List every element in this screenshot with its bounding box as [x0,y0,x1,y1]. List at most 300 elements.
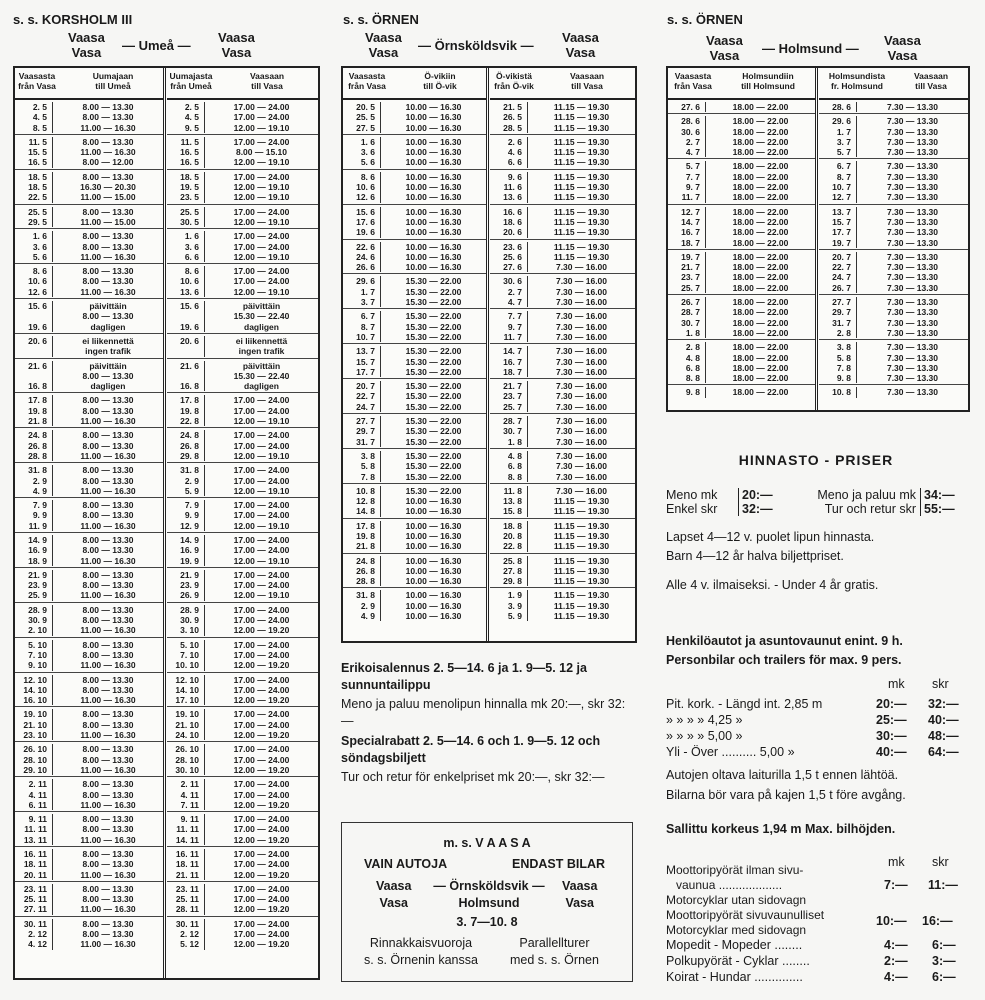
timetable-group [15,498,163,533]
departure-date: 20. 8 [490,531,528,541]
timetable-row [167,765,318,775]
departure-date: 30. 9 [167,615,205,625]
timetable-group [15,100,163,135]
departure-date: 21. 11 [167,870,205,880]
timetable-row [490,472,635,482]
departure-time: 17.00 — 24.00 [233,883,290,894]
timetable-row [343,391,486,401]
timetable-row [343,297,486,307]
moto-no-sidecar [666,863,806,908]
timetable-row [167,192,318,202]
departure-date: 7. 9 [167,500,205,510]
departure-date: 19. 10 [15,709,53,719]
car-price-row [666,745,976,761]
timetable-row [490,367,635,377]
timetable-row [167,416,318,426]
departure-time: 17.00 — 24.00 [233,719,290,730]
timetable-group [167,742,318,777]
timetable-row [167,371,318,381]
departure-date: 24. 8 [15,430,53,440]
timetable-group [167,638,318,673]
timetable-group [167,100,318,135]
timetable-row [819,137,968,147]
departure-time: 17.00 — 24.00 [233,744,290,755]
special-title-sv: Specialrabatt 2. 5—14. 6 och 1. 9—5. 12 och söndagsbiljett [341,734,601,765]
departure-date: 14. 7 [668,217,706,227]
timetable-group [167,359,318,394]
departure-date: 19. 8 [15,406,53,416]
departure-time: 17.00 — 24.00 [233,206,290,217]
departure-time: 18.00 — 22.00 [732,237,789,248]
parallel-fi-1: Rinnakkaisvuoroja [369,936,473,950]
departure-date: 5. 6 [343,157,381,167]
departure-time: 18.00 — 22.00 [732,342,789,353]
cars-only-sv: ENDAST BILAR [512,857,606,871]
departure-time: 18.00 — 22.00 [732,147,789,158]
departure-time: 8.00 — 13.30 [82,894,134,905]
departure-date: 1. 6 [343,137,381,147]
departure-time: 8.00 — 13.30 [82,534,134,545]
route-right-a: Vaasa [562,30,599,45]
departure-date: 22. 7 [343,391,381,401]
departure-time: 18.00 — 22.00 [732,161,789,172]
timetable-group [15,707,163,742]
departure-time: 8.00 — 13.30 [82,465,134,476]
departure-time: 18.00 — 22.00 [732,126,789,137]
timetable-row [167,675,318,685]
departure-time: 7.30 — 13.30 [886,297,939,308]
departure-time: 7.30 — 13.30 [886,147,939,158]
timetable-row [668,307,815,317]
timetable-row [15,322,163,332]
departure-time: 17.00 — 24.00 [233,674,290,685]
departure-time: 11.15 — 19.30 [553,192,610,203]
timetable-row [668,147,815,157]
timetable-row [15,500,163,510]
departure-time: 8.00 — 13.30 [82,754,134,765]
timetable-row [15,441,163,451]
timetable-row [167,556,318,566]
departure-date: 12. 6 [15,287,53,297]
departure-time: 11.00 — 16.30 [80,450,136,461]
departure-time: dagligen [90,381,126,392]
departure-date: 2. 10 [15,625,53,635]
timetable-row [15,814,163,824]
departure-time: 11.15 — 19.30 [553,206,610,217]
timetable-row [167,849,318,859]
departure-time: päivittäin [242,301,281,312]
departure-time: 18.00 — 22.00 [732,373,789,384]
timetable-row [15,870,163,880]
timetable-row [490,262,635,272]
ornen-holmsund-departures-vasa [668,68,818,410]
timetable-group [15,170,163,205]
departure-time: 7.30 — 16.00 [555,471,608,482]
timetable-row [343,287,486,297]
timetable-row [15,172,163,182]
departure-date: 9. 6 [490,172,528,182]
departure-date: 5. 8 [343,461,381,471]
max-height: Sallittu korkeus 1,94 m Max. bilhöjden. [666,822,896,836]
timetable-row [15,102,163,112]
timetable-row [15,361,163,371]
departure-date: 28. 11 [167,904,205,914]
departure-date: 6. 11 [15,800,53,810]
col-mk: mk [888,677,905,691]
departure-date: 10. 6 [167,276,205,286]
departure-time: 18.00 — 22.00 [732,116,789,127]
departure-date [167,311,205,321]
departure-time: 15.30 — 22.00 [405,450,462,461]
timetable-row [167,615,318,625]
departure-time: 17.00 — 24.00 [233,789,290,800]
departure-time: 11.15 — 19.30 [553,496,610,507]
departure-date: 27. 7 [819,297,857,307]
cars-title-fi: Henkilöautot ja asuntovaunut enint. 9 h. [666,634,903,648]
departure-time: 10.00 — 16.30 [405,600,462,611]
departure-time: 17.00 — 24.00 [233,534,290,545]
car-price-row [666,713,976,729]
timetable-group [668,295,815,340]
timetable-group [490,344,635,379]
timetable-row [343,576,486,586]
departure-time: 17.00 — 24.00 [233,510,290,521]
timetable-group [15,812,163,847]
timetable-row [167,814,318,824]
departure-date: 28. 8 [343,576,381,586]
timetable-row [15,157,163,167]
departure-time: 7.30 — 13.30 [886,262,939,273]
timetable-row [668,161,815,171]
timetable-group [490,554,635,589]
timetable-group [343,554,486,589]
departure-time: 17.00 — 24.00 [233,231,290,242]
departure-time: 12.00 — 19.10 [233,157,290,168]
departure-date: 11. 8 [490,486,528,496]
timetable-row [167,381,318,391]
departure-time: päivittäin [89,301,127,312]
departure-date: 20. 6 [490,227,528,237]
timetable-row [343,556,486,566]
departure-date: 14. 7 [490,346,528,356]
departure-time: 18.00 — 22.00 [732,171,789,182]
departure-date: 12. 9 [167,521,205,531]
departure-time: 15.30 — 22.40 [233,311,290,322]
ornen-ovik-departures-vasa [343,68,489,641]
departure-date: 21. 9 [15,570,53,580]
departure-time: 11.00 — 16.30 [80,147,136,158]
departure-time: 11.00 — 16.30 [80,939,136,950]
departure-time: 7.30 — 13.30 [886,182,939,193]
timetable-row [343,217,486,227]
timetable-row [819,116,968,126]
departure-date: 22. 8 [490,541,528,551]
departure-date: 4. 5 [15,112,53,122]
departure-date: 10. 7 [819,182,857,192]
route-a2: Vaasa [562,879,598,893]
timetable-group [167,568,318,603]
departure-time: 17.00 — 24.00 [233,580,290,591]
departure-date: 20. 6 [167,336,205,346]
departure-date: 16. 11 [15,849,53,859]
departure-date: 4. 8 [668,353,706,363]
departure-date: 2. 8 [668,342,706,352]
timetable-row [167,486,318,496]
car-price-rows [666,697,976,761]
departure-date: 9. 10 [15,660,53,670]
departure-time: ingen trafik [85,346,131,357]
timetable-row [490,506,635,516]
departure-time: 7.30 — 16.00 [555,391,608,402]
departure-time: 17.00 — 24.00 [233,545,290,556]
departure-date: 24. 8 [343,556,381,566]
departure-time: 10.00 — 16.30 [405,206,462,217]
timetable-row [343,242,486,252]
timetable-row [15,451,163,461]
timetable-row [167,625,318,635]
departure-date: 2. 9 [343,601,381,611]
timetable-row [15,605,163,615]
timetable-row [490,311,635,321]
timetable-group [15,393,163,428]
timetable-group [343,135,486,170]
departure-time: 11.00 — 16.30 [80,122,136,133]
moto-no-sidecar-skr: 11:— [928,878,958,892]
timetable-row [167,835,318,845]
route-mid: — Holmsund — [762,41,859,56]
header-from-ovik: Ö-vikistä från Ö-vik [494,71,534,91]
departure-date: 19. 8 [343,531,381,541]
timetable-row [167,217,318,227]
departure-date: 16. 6 [490,207,528,217]
timetable-group [167,170,318,205]
parallel-sv-2: med s. s. Örnen [510,953,599,967]
departure-date: 2. 8 [819,328,857,338]
timetable-row [15,486,163,496]
timetable-group [167,264,318,299]
departure-date: 28. 6 [668,116,706,126]
fare-return-sv: Tur och retur skr [824,502,916,516]
timetable-row [15,859,163,869]
departure-time: 17.00 — 24.00 [233,171,290,182]
departure-time: dagligen [244,321,279,332]
departure-date: 21. 9 [167,570,205,580]
departure-date: 23. 11 [15,884,53,894]
departure-date: 19. 10 [167,709,205,719]
timetable-row [819,207,968,217]
departure-date: 26. 7 [668,297,706,307]
departure-date: 5. 10 [15,640,53,650]
header-from-vasa: Vaasasta från Vasa [18,71,56,91]
departure-time: 10.00 — 16.30 [405,251,462,262]
timetable-row [15,406,163,416]
departure-time: 17.00 — 24.00 [233,475,290,486]
departure-time: 7.30 — 13.30 [886,206,939,217]
ornen-holmsund-ship-name: s. s. ÖRNEN [667,12,743,27]
departure-date: 23. 9 [167,580,205,590]
departure-time: 17.00 — 24.00 [233,649,290,660]
timetable-row [490,182,635,192]
departure-date: 27. 11 [15,904,53,914]
price-heading: HINNASTO - PRISER [738,452,894,468]
departure-date: 14. 8 [343,506,381,516]
departure-time: 18.00 — 22.00 [732,362,789,373]
timetable-row [15,465,163,475]
route-mid2: Holmsund [458,896,520,910]
timetable-row [343,172,486,182]
departure-date: 21. 8 [15,416,53,426]
timetable-group [490,379,635,414]
timetable-row [167,904,318,914]
timetable-row [490,556,635,566]
departure-time: 7.30 — 13.30 [886,272,939,283]
header-to-holmsund: Holmsundiin till Holmsund [741,71,795,91]
fare-single-sv: Enkel skr [666,502,718,516]
timetable-row [490,297,635,307]
route-right-b: Vasa [221,45,252,60]
departure-date: 21. 6 [15,361,53,371]
header-from-holmsund: Holmsundista fr. Holmsund [828,71,886,91]
timetable-row [343,402,486,412]
timetable-row [15,824,163,834]
departure-date: 28. 7 [668,307,706,317]
timetable-row [15,266,163,276]
departure-date: 21. 10 [15,720,53,730]
timetable-row [490,402,635,412]
departure-time: 8.00 — 13.30 [82,266,134,277]
timetable-row [15,336,163,346]
departure-time: 7.30 — 13.30 [886,342,939,353]
car-price-row [666,697,976,713]
fare-return-fi: Meno ja paluu mk [817,488,916,502]
departure-time: 10.00 — 16.30 [405,112,462,123]
timetable-row [15,252,163,262]
departure-time: dagligen [244,381,279,392]
departure-time: 11.15 — 19.30 [553,506,610,517]
timetable-group [343,344,486,379]
timetable-group [167,205,318,230]
departure-time: 8.00 — 13.30 [82,136,134,147]
departure-date: 23. 5 [167,192,205,202]
departure-time: 12.00 — 19.20 [233,695,290,706]
departure-date: 9. 8 [668,387,706,397]
header-to-vasa: Vaasaan till Vasa [569,71,605,91]
departure-date: 11. 9 [15,521,53,531]
departure-time: 8.00 — 13.30 [82,569,134,580]
car-price-mk: 30:— [876,729,907,743]
departure-time: 12.00 — 19.10 [233,485,290,496]
departure-date: 7. 11 [167,800,205,810]
timetable-group [819,114,968,159]
quay-note-fi: Autojen oltava laiturilla 1,5 t ennen lähtöä. [666,768,899,782]
departure-date: 9. 9 [167,510,205,520]
timetable-row [15,685,163,695]
departure-time: 8.00 — 13.30 [82,580,134,591]
departure-time: 7.30 — 13.30 [886,237,939,248]
timetable-group [343,519,486,554]
moto-no-sidecar-mk: 7:— [884,878,908,892]
timetable-row [15,556,163,566]
timetable-row [167,207,318,217]
departure-date: 25. 5 [343,112,381,122]
departure-date: 20. 6 [15,336,53,346]
departure-date: 7. 7 [490,311,528,321]
departure-date: 1. 6 [15,231,53,241]
departure-time: 18.00 — 22.00 [732,352,789,363]
timetable-group [15,135,163,170]
departure-date: 18. 5 [167,172,205,182]
quay-note-sv: Bilarna bör vara på kajen 1,5 t före avgång. [666,788,906,802]
timetable-row [343,357,486,367]
departure-date: 9. 11 [15,814,53,824]
misc-price-rows [666,938,976,986]
departure-date: 24. 7 [819,272,857,282]
route-right-b: Vasa [565,45,596,60]
departure-time: 8.00 — 15.10 [235,147,288,158]
departure-time: 12.00 — 19.10 [233,416,290,427]
timetable-group [15,568,163,603]
departure-time: 15.30 — 22.00 [405,346,462,357]
timetable-row [167,311,318,321]
timetable-row [167,720,318,730]
timetable-row [167,545,318,555]
timetable-row [819,353,968,363]
departure-date: 12. 7 [668,207,706,217]
timetable-row [490,496,635,506]
departure-date: 29. 5 [15,217,53,227]
timetable-group [490,274,635,309]
ornen-holmsund-route [660,33,980,67]
timetable-row [819,272,968,282]
departure-date: 26. 8 [15,441,53,451]
departure-time: 17.00 — 24.00 [233,824,290,835]
timetable-row [668,328,815,338]
car-price-mk: 25:— [876,713,907,727]
departure-time: 8.00 — 13.30 [82,859,134,870]
departure-time: 7.30 — 13.30 [886,373,939,384]
timetable-row [15,884,163,894]
departure-time: 18.00 — 22.00 [732,251,789,262]
timetable-row [343,262,486,272]
timetable-row [490,252,635,262]
timetable-group [167,428,318,463]
departure-date: 29. 6 [819,116,857,126]
departure-date: 9. 9 [15,510,53,520]
departure-time: 8.00 — 13.30 [82,918,134,929]
departure-time: 17.00 — 24.00 [233,569,290,580]
departure-date: 21. 8 [343,541,381,551]
departure-date: 20. 7 [343,381,381,391]
departure-time: päivittäin [242,360,281,371]
timetable-row [167,870,318,880]
departure-time: 12.00 — 19.10 [233,555,290,566]
departure-date: 2. 12 [15,929,53,939]
departure-time: 18.00 — 22.00 [732,307,789,318]
timetable-row [490,137,635,147]
departure-time: 18.00 — 22.00 [732,387,789,398]
departure-time: päivittäin [89,360,127,371]
departure-date: 25. 11 [15,894,53,904]
timetable-row [490,416,635,426]
departure-date: 29. 8 [167,451,205,461]
departure-time: 12.00 — 19.10 [233,216,290,227]
timetable-row [343,192,486,202]
timetable-row [167,252,318,262]
departure-date: 11. 5 [167,137,205,147]
departure-time: 11.15 — 19.30 [553,600,610,611]
departure-time: 15.30 — 22.00 [405,436,462,447]
timetable-row [15,580,163,590]
